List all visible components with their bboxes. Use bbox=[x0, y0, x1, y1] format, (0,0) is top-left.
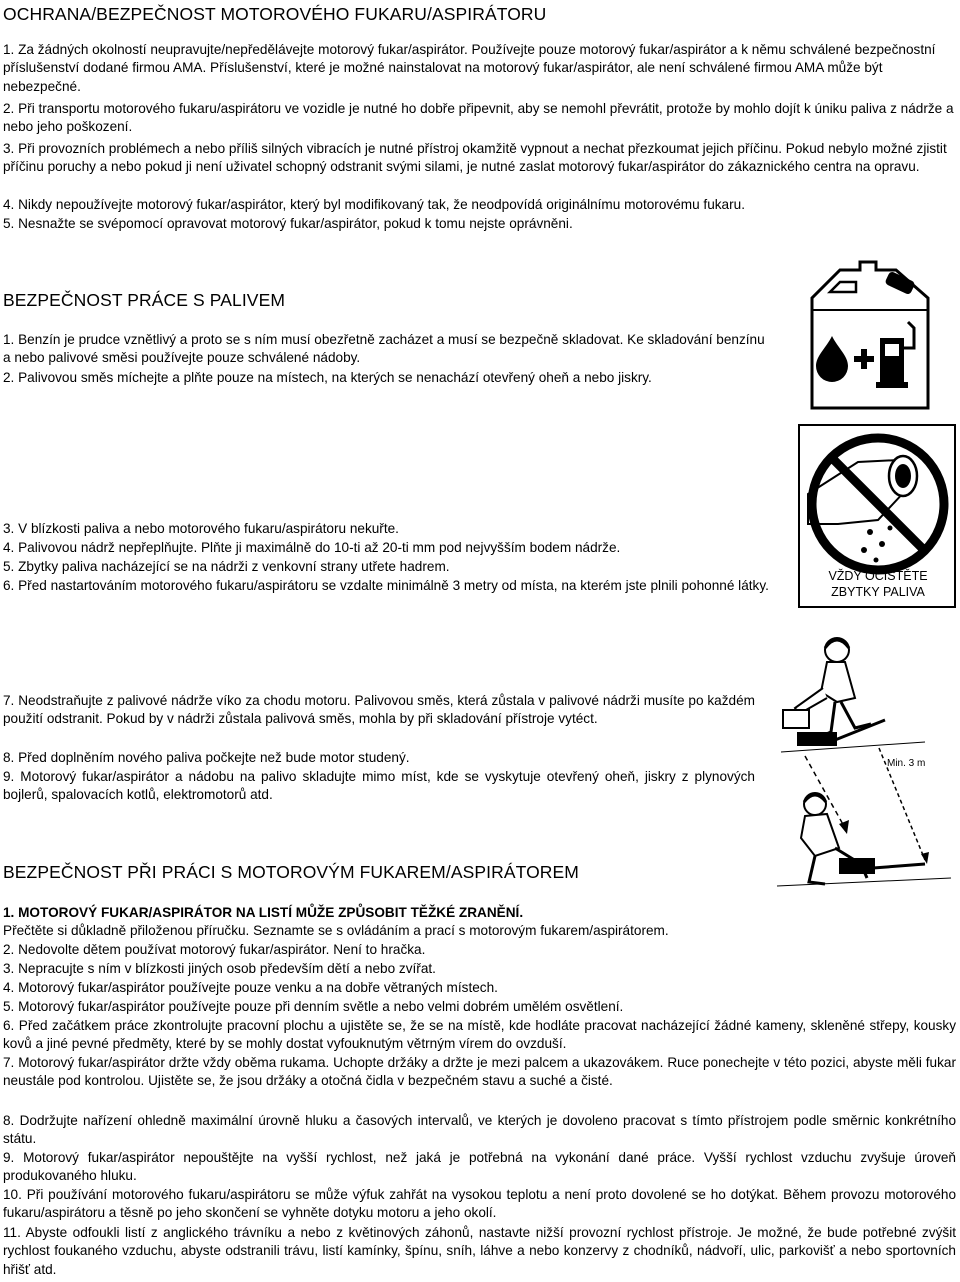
list-item: 5. Motorový fukar/aspirátor používejte pouze při denním světle a nebo velmi dobrém umělém osvětlení. bbox=[3, 999, 624, 1014]
list-item: 9. Motorový fukar/aspirátor a nádobu na palivo skladujte mimo míst, kde se vyskytuje otevřený oheň, jiskry z plynových bojlerů, spalovacích kotlů, elektromotorů atd. bbox=[3, 769, 755, 803]
list-item: 7. Neodstraňujte z palivové nádrže víko za chodu motoru. Palivovou směs, která zůstala v palivové nádrži musíte po každém použití odstranit. Pokud by v nádrži zůstala palivová směs, mohla by při skladování přístroje vytéct. bbox=[3, 693, 755, 727]
list-item: 1. Za žádných okolností neupravujte/nepředělávejte motorový fukar/aspirátor. Používejte pouze motorový fukar/aspirátor a k němu schválené bezpečnostní příslušenství dodané firmou AMA. Příslušenství, které je možné nainstalovat na motorový fukar/aspirátor, ale není schválené firmou AMA může být nebezpečné. bbox=[3, 42, 936, 94]
list-item: 8. Před doplněním nového paliva počkejte než bude motor studený. bbox=[3, 750, 410, 765]
list-item: 1. Benzín je prudce vznětlivý a proto se s ním musí obezřetně zacházet a musí se bezpečně skladovat. Ke skladování benzínu a nebo palivové směsi používejte pouze schválené nádoby. bbox=[3, 332, 765, 366]
list-item: 4. Palivovou nádrž nepřeplňujte. Plňte ji maximálně do 10-ti až 20-ti mm pod nejvyšším bodem nádrže. bbox=[3, 540, 621, 555]
list-item: 2. Při transportu motorového fukaru/aspirátoru ve vozidle je nutné ho dobře připevnit, aby se nemohl převrátit, protože by mohlo dojít k úniku paliva z nádrže a nebo jeho poškození. bbox=[3, 101, 954, 135]
list-item: 7. Motorový fukar/aspirátor držte vždy oběma rukama. Uchopte držáky a držte je mezi palcem a ukazovákem. Ruce ponechejte v této pozici, abyste měli fukar neustále pod kontrolou. Ujistěte se, že jsou držáky a otočná čidla v bezpečném stavu a suché a čisté. bbox=[3, 1055, 956, 1089]
fuel-canister-icon bbox=[800, 258, 940, 413]
min-distance-illustration bbox=[775, 628, 955, 890]
figure-caption-line1: VŽDY OČISTĚTE bbox=[828, 569, 928, 583]
list-item: 3. Při provozních problémech a nebo příliš silných vibracích je nutné přístroj okamžitě vypnout a nechat přezkoumat jejich příčinu. Pokud nebylo možné zjistit příčinu poruchy a nebo pokud ji není uživatel schopný odstranit svými silami, je nutné zaslat motorový fukar/aspirátor do zákaznického centra na opravu. bbox=[3, 141, 947, 175]
list-item: Přečtěte si důkladně přiloženou příručku. Seznamte se s ovládáním a prací s motorovým fukarem/aspirátorem. bbox=[3, 923, 669, 938]
list-item: 3. V blízkosti paliva a nebo motorového fukaru/aspirátoru nekuřte. bbox=[3, 521, 399, 536]
list-item: 5. Nesnažte se svépomocí opravovat motorový fukar/aspirátor, pokud k tomu nejste oprávněni. bbox=[3, 216, 573, 231]
list-item: 6. Před začátkem práce zkontrolujte pracovní plochu a ujistěte se, že se na místě, kde hodláte pracovat nacházející žádné kameny, skleněné střepy, kousky kovů a jiné pevné předměty, které by se mohly dostat vyfouknutým větrným vírem do ovzduší. bbox=[3, 1018, 956, 1052]
section-heading-work-safety: BEZPEČNOST PŘI PRÁCI S MOTOROVÝM FUKAREM/ASPIRÁTOREM bbox=[3, 862, 579, 882]
list-item: 4. Motorový fukar/aspirátor používejte pouze venku a na dobře větraných místech. bbox=[3, 980, 498, 995]
list-item: 5. Zbytky paliva nacházející se na nádrži z venkovní strany utřete hadrem. bbox=[3, 559, 450, 574]
list-item: 6. Před nastartováním motorového fukaru/aspirátoru se vzdalte minimálně 3 metry od místa, na kterém jste plnili pohonné látky. bbox=[3, 578, 769, 593]
figure-caption-line2: ZBYTKY PALIVA bbox=[831, 585, 925, 599]
list-item: 11. Abyste odfoukli listí z anglického trávníku a nebo z květinových záhonů, nastavte nižší provozní rychlost přístroje. Je možné, že bude potřebné zvýšit rychlost foukaného vzduchu, abyste odstranili trávu, listí kamínky, špínu, sníh, láhve a nebo konzervy z chodníků, nádvoří, ulic, parkovišť a nebo sportovních hřišť atd. bbox=[3, 1225, 956, 1277]
list-item: 10. Při používání motorového fukaru/aspirátoru se může výfuk zahřát na vysokou teplotu a není proto dovolené se ho dotýkat. Během provozu motorového fukaru/aspirátoru a těsně po jeho skončení se vyhněte dotyku motoru a jeho okolí. bbox=[3, 1187, 956, 1221]
list-item: 2. Nedovolte dětem používat motorový fukar/aspirátor. Není to hračka. bbox=[3, 942, 426, 957]
distance-label: Min. 3 m bbox=[887, 758, 926, 769]
list-item: 2. Palivovou směs míchejte a plňte pouze na místech, na kterých se nenachází otevřený oheň a nebo jiskry. bbox=[3, 370, 652, 385]
no-fuel-spill-icon bbox=[798, 424, 958, 610]
list-item: 9. Motorový fukar/aspirátor nepouštějte na vyšší rychlost, než jaká je potřebná na vykonání dané práce. Vyšší rychlost vzduchu zvyšuje úroveň produkovaného hluku. bbox=[3, 1150, 956, 1184]
section-heading-fuel-safety: BEZPEČNOST PRÁCE S PALIVEM bbox=[3, 290, 286, 310]
subheading-warning: 1. MOTOROVÝ FUKAR/ASPIRÁTOR NA LISTÍ MŮŽE ZPŮSOBIT TĚŽKÉ ZRANĚNÍ. bbox=[3, 905, 524, 920]
list-item: 3. Nepracujte s ním v blízkosti jiných osob především dětí a nebo zvířat. bbox=[3, 961, 436, 976]
list-item: 8. Dodržujte nařízení ohledně maximální úrovně hluku a časových intervalů, ve kterých je dovoleno pracovat s tímto přístrojem podle směrnic konkrétního státu. bbox=[3, 1113, 956, 1147]
section-heading-fukar-protection: OCHRANA/BEZPEČNOST MOTOROVÉHO FUKARU/ASPIRÁTORU bbox=[3, 4, 547, 24]
list-item: 4. Nikdy nepoužívejte motorový fukar/aspirátor, který byl modifikovaný tak, že neodpovídá originálnímu motorovému fukaru. bbox=[3, 197, 745, 212]
